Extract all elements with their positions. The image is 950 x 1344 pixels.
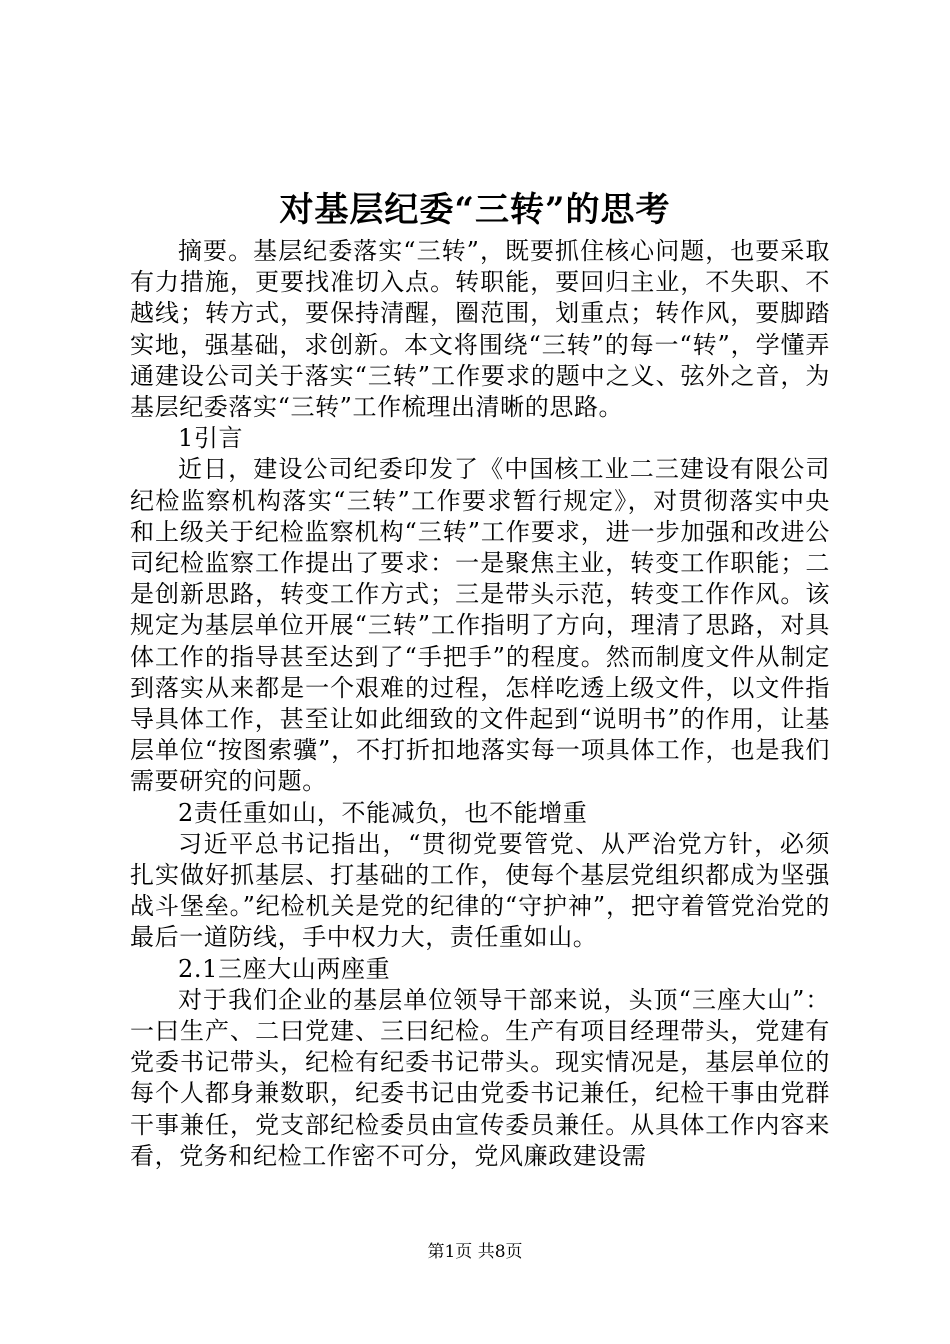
body-paragraph: 对于我们企业的基层单位领导干部来说，头顶“三座大山”：一曰生产、二曰党建、三曰纪检。生产有项目经理带头，党建有党委书记带头，纪检有纪委书记带头。现实情况是，基层单位的每个人都身兼数职，纪委书记由党委书记兼任，纪检干事由党群干事兼任，党支部纪检委员由宣传委员兼任。从具体工作内容来看，党务和纪检工作密不可分，党风廉政建设需 (130, 985, 830, 1170)
subsection-heading-mountains: 2.1三座大山两座重 (178, 954, 391, 983)
document-title: 对基层纪委“三转”的思考 (279, 190, 671, 230)
document-body (130, 236, 830, 1172)
body-paragraph: 习近平总书记指出，“贯彻党要管党、从严治党方针，必须扎实做好抓基层、打基础的工作，使每个基层党组织都成为坚强战斗堡垒。”纪检机关是党的纪律的“守护神”，把守着管党治党的最后一道防线，手中权力大，责任重如山。 (130, 829, 830, 952)
section-heading-introduction: 1引言 (178, 424, 244, 453)
abstract-paragraph: 摘要。基层纪委落实“三转”，既要抓住核心问题，也要采取有力措施，更要找准切入点。转职能，要回归主业，不失职、不越线；转方式，要保持清醒，圈范围，划重点；转作风，要脚踏实地，强基础，求创新。本文将围绕“三转”的每一“转”，学懂弄通建设公司关于落实“三转”工作要求的题中之义、弦外之音，为基层纪委落实“三转”工作梳理出清晰的思路。 (130, 237, 830, 422)
page-indicator: 第1页 共8页 (427, 1242, 523, 1262)
section-heading-responsibility: 2责任重如山，不能减负，也不能增重 (178, 798, 588, 827)
body-paragraph: 近日，建设公司纪委印发了《中国核工业二三建设有限公司纪检监察机构落实“三转”工作要求暂行规定》，对贯彻落实中央和上级关于纪检监察机构“三转”工作要求，进一步加强和改进公司纪检监察工作提出了要求：一是聚焦主业，转变工作职能；二是创新思路，转变工作方式；三是带头示范，转变工作作风。该规定为基层单位开展“三转”工作指明了方向，理清了思路，对具体工作的指导甚至达到了“手把手”的程度。然而制度文件从制定到落实从来都是一个艰难的过程，怎样吃透上级文件，以文件指导具体工作，甚至让如此细致的文件起到“说明书”的作用，让基层单位“按图索骥”，不打折扣地落实每一项具体工作，也是我们需要研究的问题。 (130, 455, 830, 796)
